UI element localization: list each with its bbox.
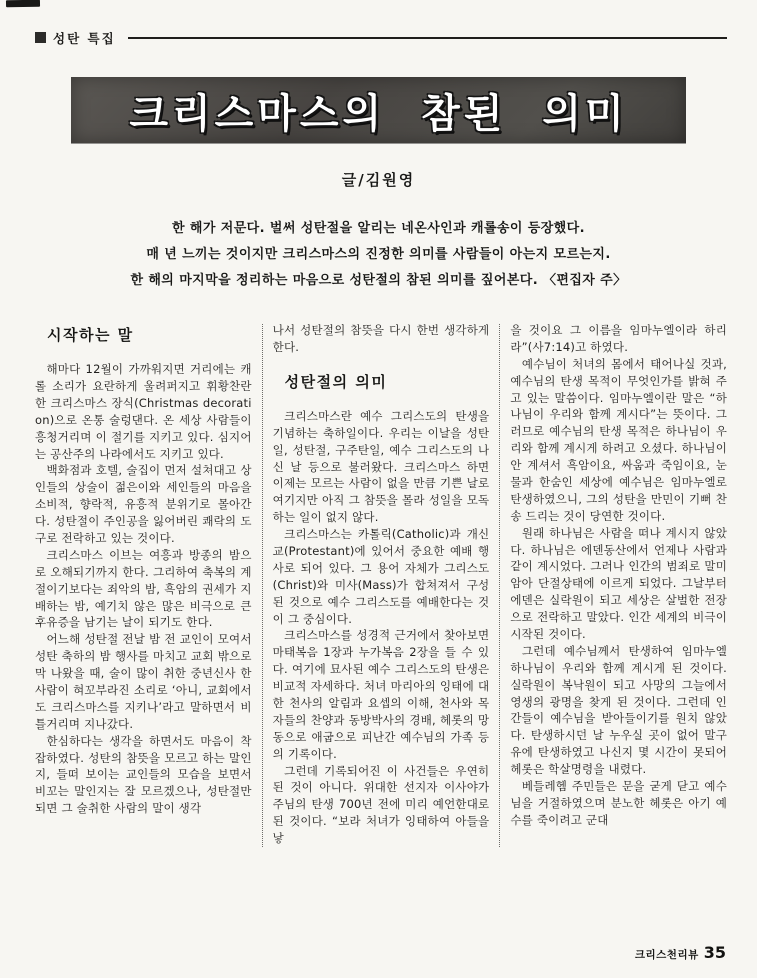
title-banner xyxy=(71,77,686,143)
paragraph: 그런데 예수님께서 탄생하여 임마누엘 하나님이 우리와 함께 계시게 된 것이다. 실락원이 복낙원이 되고 사망의 그늘에서 영생의 광명을 찾게 된 것이다. 그런데 인간들이 예수님을 받아들이기를 원치 않았다. 탄생하시던 날 누우실 곳이 없어 말구유에 탄생하였고 나신지 몇 시간이 못되어 헤롯은 학살명령을 내렸다. xyxy=(510,643,728,777)
article-title: 크리스마스의 참된 의미 xyxy=(129,90,628,137)
paragraph: 한심하다는 생각을 하면서도 마음이 착잡하였다. 성탄의 참뜻을 모르고 하는 말인지, 들떠 보이는 교인들의 모습을 보면서 비꼬는 말인지는 잘 모르겠으나, 성탄절만 되면 그 술취한 사람의 말이 생각 xyxy=(35,733,252,816)
kicker-label: 성탄 특집 xyxy=(53,30,116,46)
paragraph: 백화점과 호텔, 술집이 먼저 설쳐대고 상인들의 상술이 젊은이와 세인들의 마음을 소비적, 향락적, 유흥적 분위기로 몰아간다. 성탄절이 주인공을 잃어버린 쾌락의 도구로 전락하고 있는 것이다. xyxy=(35,463,252,545)
paragraph: 베들레헴 주민들은 문을 굳게 닫고 예수님을 거절하였으며 분노한 헤롯은 아기 예수를 죽이려고 군대 xyxy=(510,779,728,827)
paragraph: 크리스마스란 예수 그리스도의 탄생을 기념하는 축하일이다. 우리는 이날을 성탄일, 성탄절, 구주탄일, 예수 그리스도의 나신 날 등으로 불러왔다. 크리스마스 하면 이제는 모르는 사람이 없을 만큼 기쁜 날로 여기지만 아직 그 참뜻을 몰라 성일을 모독하는 일이 없지 않다. xyxy=(272,408,490,525)
editor-note-line: 한 해의 마지막을 정리하는 마음으로 성탄절의 참된 의미를 짚어본다. 〈편집자 주〉 xyxy=(130,273,627,288)
paragraph: 예수님이 처녀의 몸에서 태어나실 것과, 예수님의 탄생 목적이 무엇인가를 밝혀 주고 있는 말씀이다. 임마누엘이란 말은 “하나님이 우리와 함께 계시다”는 뜻이다. 그러므로 예수님의 탄생 목적은 하나님이 우리와 함께 계시게 하려고 오셨다. 하나님이 안 계셔서 흑암이요, 싸움과 죽임이요, 눈물과 한숨인 세상에 예수님은 임마누엘로 탄생하였으니, 그의 성탄을 만민이 기뻐 찬송 드리는 것이 당연한 것이다. xyxy=(510,356,728,523)
page-footer xyxy=(635,943,726,962)
scan-artifact xyxy=(6,0,40,7)
column-divider xyxy=(499,324,500,847)
paragraph: 어느해 성탄절 전날 밤 전 교인이 모여서 성탄 축하의 밤 행사를 마치고 교회 밖으로 막 나왔을 때, 술이 많이 취한 중년신사 한 사람이 혀꼬부라진 소리로 ‘아니, 교회에서도 크리스마스를 지키나’라고 말하면서 비틀거리며 지나갔다. xyxy=(35,632,252,731)
column-3 xyxy=(510,322,727,847)
section-heading-intro: 시작하는 말 xyxy=(47,326,134,344)
paragraph-continuation: 나서 성탄절의 참뜻을 다시 한번 생각하게 한다. xyxy=(272,323,490,354)
page-number: 35 xyxy=(703,943,726,962)
column-divider xyxy=(262,324,263,847)
editor-note-line: 매 년 느끼는 것이지만 크리스마스의 진정한 의미를 사람들이 아는지 모르는지. xyxy=(146,247,611,262)
paragraph-continuation: 을 것이요 그 이름을 임마누엘이라 하리라”(사7:14)고 하였다. xyxy=(510,323,728,354)
page-header xyxy=(35,30,727,45)
square-bullet-icon xyxy=(35,32,46,43)
article-body xyxy=(35,322,727,847)
section-heading-meaning: 성탄절의 의미 xyxy=(284,372,388,391)
paragraph: 그런데 기록되어진 이 사건들은 우연히 된 것이 아니다. 위대한 선지자 이사야가 주님의 탄생 700년 전에 미리 예언한대로 된 것이다. “보라 처녀가 잉태하여 아들을 낳 xyxy=(272,763,490,846)
column-2 xyxy=(273,322,490,847)
paragraph: 해마다 12월이 가까워지면 거리에는 캐롤 소리가 요란하게 울려퍼지고 휘황찬란한 크리스마스 장식(Christmas decoration)으로 온통 술렁댄다. 온 세상 사람들이 흥청거리며 이 절기를 지키고 있다. 심지어는 공산주의 나라에서도 지키고 있다. xyxy=(35,362,252,461)
paragraph: 원래 하나님은 사람을 떠나 계시지 않았다. 하나님은 에덴동산에서 언제나 사람과 같이 계시었다. 그러나 인간의 범죄로 말미암아 단절상태에 이르게 되었다. 그날부터 에덴은 실락원이 되고 세상은 살벌한 전장으로 전락하고 말았다. 인간 세계의 비극이 시작된 것이다. xyxy=(510,525,728,642)
editor-note-line: 한 해가 저문다. 벌써 성탄절을 알리는 네온사인과 캐롤송이 등장했다. xyxy=(172,221,585,236)
byline: 글/김원영 xyxy=(341,171,416,189)
paragraph: 크리스마스를 성경적 근거에서 찾아보면 마태복음 1장과 누가복음 2장을 들 수 있다. 여기에 묘사된 예수 그리스도의 탄생은 비교적 자세하다. 처녀 마리아의 잉태에 대한 천사의 알림과 요셉의 이해, 천사와 목자들의 찬양과 동방박사의 경배, 헤롯의 망동으로 애굽으로 피난간 예수님의 가족 등의 기록이다. xyxy=(272,628,490,761)
magazine-name: 크리스천리뷰 xyxy=(634,949,699,961)
paragraph: 크리스마스 이브는 여흥과 방종의 밤으로 오해되기까지 한다. 그리하여 축복의 계절이기보다는 죄악의 밤, 흑암의 권세가 지배하는 밤, 예기치 않은 많은 비극으로 큰 후유증을 남기는 날이 되기도 한다. xyxy=(35,547,252,630)
column-1 xyxy=(35,322,252,847)
header-rule xyxy=(128,37,727,39)
editor-note xyxy=(0,216,757,294)
section-kicker xyxy=(35,29,116,47)
paragraph: 크리스마스는 카톨릭(Catholic)과 개신교(Protestant)에 있어서 중요한 예배 행사로 되어 있다. 그 용어 자체가 그리스도(Christ)와 미사(Mass)가 합쳐져서 구성된 것으로 예수 그리스도를 예배한다는 것이 그 중심이다. xyxy=(272,527,490,626)
